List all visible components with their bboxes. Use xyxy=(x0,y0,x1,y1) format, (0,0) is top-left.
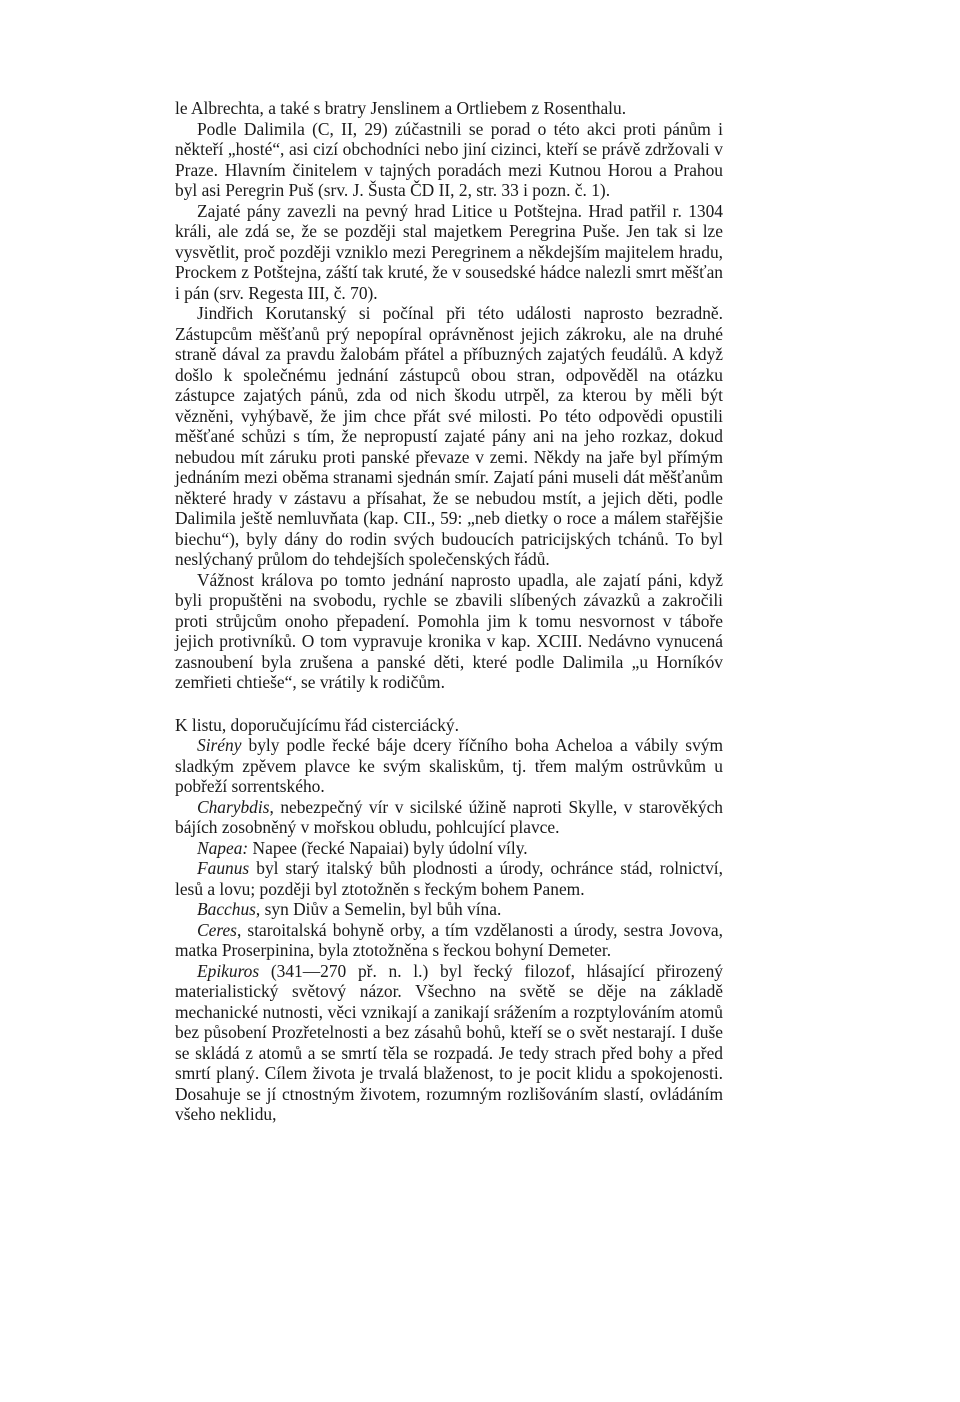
text-run: Jindřich Korutanský si počínal při této události naprosto bezradně. Zástupcům měšťanů prý nepopíral oprávněnost jejich zákroku, ale na druhé straně dával za pravdu žalobám přátel a příbuzných zajatých feudálů. A když došlo k společnému jednání zástupců obou stran, odpověděl na otázku zástupce zajatých pánů, zda od nich škodu utrpěl, za kterou by měli být vězněni, vyhýbavě, že jim chce přát své milosti. Po této odpovědi opustili měšťané schůzi s tím, že nepropustí zajaté pány ani na jeho rozkaz, dokud nebudou mít záruku proti panské převaze v zemi. Někdy na jaře byl přímým jednáním mezi oběma stranami sjednán smír. Zajatí páni museli dát měšťanům některé hrady v zástavu a přísahat, že se nebudou mstít, a jejich děti, podle Dalimila ještě nemluvňata (kap. CII., 59: „neb dietky o roce a málem stařějšie biechu“), byly dány do rodin svých budoucích patricijských tchánů. To byl neslýchaný průlom do tehdejších společenských řádů. xyxy=(175,303,723,569)
text-run: byly podle řecké báje dcery říčního boha Acheloa a vábily svým sladkým zpěvem plavce ke svým skaliskům, tj. třem malým ostrůvkům u pobřeží sorrentského. xyxy=(175,735,723,796)
paragraph xyxy=(175,98,723,119)
text-run: byl starý italský bůh plodnosti a úrody, ochránce stád, rolnictví, lesů a lovu; později byl ztotožněn s řeckým bohem Panem. xyxy=(175,858,723,899)
paragraph xyxy=(175,961,723,1125)
text-run: K listu, doporučujícímu řád cisterciácký. xyxy=(175,714,459,735)
text-run: , syn Diův a Semelin, byl bůh vína. xyxy=(255,899,502,919)
italic-term: Bacchus xyxy=(197,899,256,919)
paragraph xyxy=(175,570,723,693)
paragraph xyxy=(175,201,723,304)
paragraph xyxy=(175,303,723,570)
italic-term: Sirény xyxy=(197,735,242,755)
text-run: Napee (řecké Napaiai) byly údolní víly. xyxy=(248,837,528,858)
italic-term: Ceres xyxy=(197,919,237,940)
italic-term: Napea: xyxy=(197,837,249,858)
text-run: , nebezpečný vír v sicilské úžině naproti Skylle, v starověkých bájích zosobněný v mořskou obludu, pohlcující plavce. xyxy=(175,796,723,837)
paragraph xyxy=(175,715,723,736)
paragraph xyxy=(175,735,723,797)
text-run: le Albrechta, a také s bratry Jenslinem a Ortliebem z Rosenthalu. xyxy=(175,98,627,118)
text-run: , staroitalská bohyně orby, a tím vzdělanosti a úrody, sestra Jovova, matka Proserpinina, byla ztotožněna s řeckou bohyní Demeter. xyxy=(175,919,723,960)
paragraph xyxy=(175,899,723,920)
italic-term: Faunus xyxy=(197,858,250,878)
text-run: Podle Dalimila (C, II, 29) zúčastnili se porad o této akci proti pánům i někteří „hosté“, asi cizí obchodníci nebo jiní cizinci, kteří se právě zdržovali v Praze. Hlavním činitelem v tajných poradách mezi Kutnou Horou a Prahou byl asi Peregrin Puš (srv. J. Šusta ČD II, 2, str. 33 i pozn. č. 1). xyxy=(175,118,723,200)
document-page xyxy=(175,98,723,1125)
paragraph xyxy=(175,119,723,201)
italic-term: Epikuros xyxy=(197,960,260,981)
text-run: Vážnost králova po tomto jednání naprosto upadla, ale zajatí páni, když byli propuštěni na svobodu, rychle se zbavili slíbených závazků a zakročili proti strůjcům onoho přepadení. Pomohla jim k tomu nesvornost v táboře jejich protivníků. O tom vypravuje kronika v kap. XCIII. Nedávno vynucená zasnoubení byla zrušena a panské děti, které podle Dalimila „u Horníkóv zemřieti chtieše“, se vrátily k rodičům. xyxy=(175,569,723,692)
paragraph xyxy=(175,838,723,859)
text-run: (341—270 př. n. l.) byl řecký filozof, hlásající přirozený materialistický světový názor. Všechno na světě se děje na základě mechanické nutnosti, věci vznikají a zanikají srážením a rozptylováním atomů bez působení Prozřetelnosti a bez zásahů bohů, kteří se o svět nestarají. I duše se skládá z atomů a se smrtí těla se rozpadá. Je tedy strach před bohy a před smrtí planý. Cílem života je trvalá blaženost, to je pocit klidu a spokojenosti. Dosahuje se jí ctnostným životem, rozumným rozlišováním slastí, ovládáním všeho neklidu, xyxy=(175,960,723,1124)
text-run: Zajaté pány zavezli na pevný hrad Litice u Potštejna. Hrad patřil r. 1304 králi, ale zdá se, že se později stal majetkem Peregrina Puše. Jen tak si lze vysvětlit, proč později vzniklo mezi Peregrinem a někdejším majitelem hradu, Prockem z Potštejna, záští tak kruté, že v sousedské hádce nalezli smrt měšťan i pán (srv. Regesta III, č. 70). xyxy=(175,200,723,303)
paragraph xyxy=(175,920,723,961)
paragraph xyxy=(175,858,723,899)
paragraph xyxy=(175,797,723,838)
italic-term: Charybdis xyxy=(197,796,270,817)
